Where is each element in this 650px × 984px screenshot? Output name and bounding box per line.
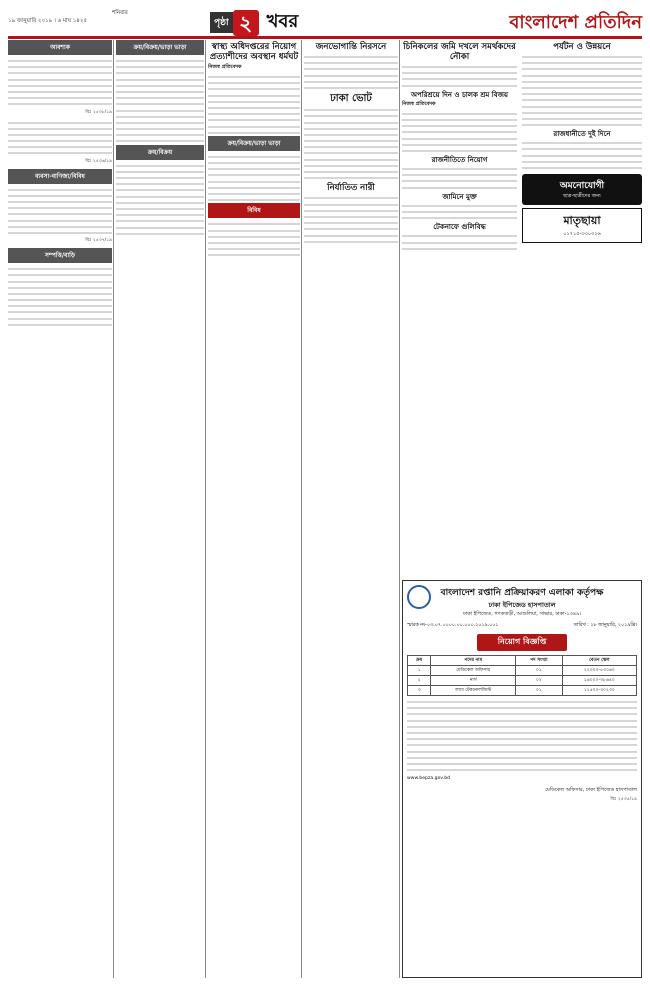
ad-title: অমনোযোগী	[559, 181, 605, 192]
news-column-4	[304, 40, 398, 978]
byline: নিজস্ব প্রতিবেদক	[208, 64, 242, 70]
news-column-3	[208, 40, 300, 978]
text-line	[522, 165, 642, 171]
text-line	[8, 101, 112, 107]
headline-vote: ঢাকা ভোট	[330, 93, 372, 105]
text-line	[407, 767, 637, 773]
notice-body	[407, 699, 637, 773]
text-line	[8, 150, 112, 156]
notice-title: বাংলাদেশ রপ্তানি প্রক্রিয়াকরণ এলাকা কর্তৃপক্ষ	[440, 588, 604, 598]
page-indicator	[210, 7, 298, 38]
table-header: বেতন স্কেল	[562, 656, 636, 666]
text-line	[522, 122, 642, 128]
notice-website[interactable]: www.bepza.gov.bd	[407, 776, 451, 782]
table-header: ক্রম	[408, 656, 431, 666]
category-heading: ব্যবসা-বাণিজ্য/বিবিধ	[8, 169, 112, 184]
notice-banner: নিয়োগ বিজ্ঞপ্তি	[477, 634, 567, 651]
notice-signature: মেডিকেল অফিসার, ঢাকা ইপিজেড হাসপাতাল	[545, 787, 637, 794]
text-line	[402, 83, 517, 89]
headline-bail: জামিনে মুক্ত	[442, 192, 477, 201]
headline-tourism: পর্যটন ও উন্নয়নে	[553, 42, 611, 52]
notice-address: ঢাকা ইপিজেড, গণকবাড়ী, আশুলিয়া, সাভার, ঢাকা-১৩৪৯।	[462, 611, 582, 617]
ad-reference: বিঃ ২৫৩৫/১৯	[610, 797, 637, 803]
category-heading: সম্পত্তি/বাড়ি	[8, 248, 112, 263]
headline-capital: রাজধানীতে দুই দিনে	[553, 130, 611, 139]
headline-women: নির্যাতিত নারী	[327, 183, 375, 194]
ad-mother-title: মাতৃছায়া	[563, 214, 601, 228]
masthead	[8, 6, 642, 39]
bepza-logo-icon	[407, 585, 431, 609]
recruitment-notice	[402, 580, 642, 978]
headline-reduce: অপরিশ্রয়ে দিন ও চালক শ্রম বিজয়	[410, 90, 509, 99]
category-heading: ক্রয়/বিক্রয়	[116, 145, 204, 160]
category-heading: ক্রয়/বিক্রয়/ভাড়া ভাড়া	[208, 136, 300, 151]
classified-column-2	[116, 40, 204, 978]
text-line	[402, 215, 517, 221]
ad-reference: বিঃ ২৫৩৭/১৯	[85, 238, 112, 244]
classified-text	[8, 58, 112, 108]
posts-table	[407, 655, 637, 696]
table-row: ১ মেডিকেল অফিসার ০১ ২২০০০-৫৩০৬০	[408, 666, 637, 676]
page-number: ২	[233, 10, 259, 36]
text-line	[116, 231, 204, 237]
category-heading: আবশ্যক	[8, 40, 112, 55]
headline-health: স্বাস্থ্য অধিদপ্তরের নিয়োগ প্রত্যাশীদের অবস্থান ধর্মঘট	[209, 42, 299, 62]
text-line	[8, 322, 112, 328]
table-header: পদের নাম	[431, 656, 516, 666]
text-line	[304, 85, 398, 91]
text-line	[8, 230, 112, 236]
ad-reference: বিঃ ২৫৩৮/১৯	[85, 109, 112, 115]
ad-mother-phone: ০১৭১৫-৩৩০৩২৬	[563, 231, 601, 238]
headline-tech: টেকনাফে গুলিবিদ্ধ	[433, 223, 486, 232]
text-line	[208, 252, 300, 258]
notice-memo: স্মারক নং-০৩.০৭.০০০০.০০.০০০.২০১৯.০০১	[407, 623, 499, 628]
notice-date: তারিখ : ১৮ জানুয়ারি, ২০১৯খ্রি।	[573, 623, 637, 628]
news-column-5	[402, 40, 642, 978]
ad-reference: বিঃ ২৫৩৬/১৯	[85, 158, 112, 164]
table-row: ২ নার্স ০২ ১৬০০০-৩৮৬৪০	[408, 676, 637, 686]
newspaper-logo: বাংলাদেশ প্রতিদিন	[509, 12, 642, 33]
section-title: খবর	[266, 11, 299, 32]
page-label: পৃষ্ঠা	[210, 12, 233, 33]
date-line: ১৯ জানুয়ারি ২০১৯ । ৬ মাঘ ১৪২৫	[8, 18, 88, 24]
table-header: পদ সংখ্যা	[516, 656, 563, 666]
headline-sugar: চিনিকলের জমি দখলে সমর্থকদের নৌকা	[403, 42, 516, 62]
ad-subtitle: ছাত্র-ছাত্রীদের জন্য	[563, 193, 601, 200]
notice-subtitle: ঢাকা ইপিজেড হাসপাতাল	[488, 601, 556, 609]
ad-matrichaya	[522, 208, 642, 243]
text-line	[402, 185, 517, 191]
text-line	[402, 246, 517, 252]
headline-top: জনভোগান্তি নিরসনে	[315, 42, 387, 52]
classified-column-1	[8, 40, 112, 978]
text-line	[304, 175, 398, 181]
text-line	[402, 148, 517, 154]
category-heading: বিবিধ	[208, 203, 300, 218]
headline-politics: রাজনীতিতে নিয়োগ	[431, 156, 488, 165]
table-row: ৩ ল্যাব টেকনোলজিস্ট ০১ ১২৫০০-৩০২৩০	[408, 686, 637, 696]
byline: নিজস্ব প্রতিবেদক	[402, 100, 436, 107]
category-heading: ক্রয়/বিক্রয়/ভাড়া ভাড়া	[116, 40, 204, 55]
ad-inattentive	[522, 174, 642, 205]
text-line	[304, 239, 398, 245]
weekday: শনিবার	[112, 10, 128, 16]
